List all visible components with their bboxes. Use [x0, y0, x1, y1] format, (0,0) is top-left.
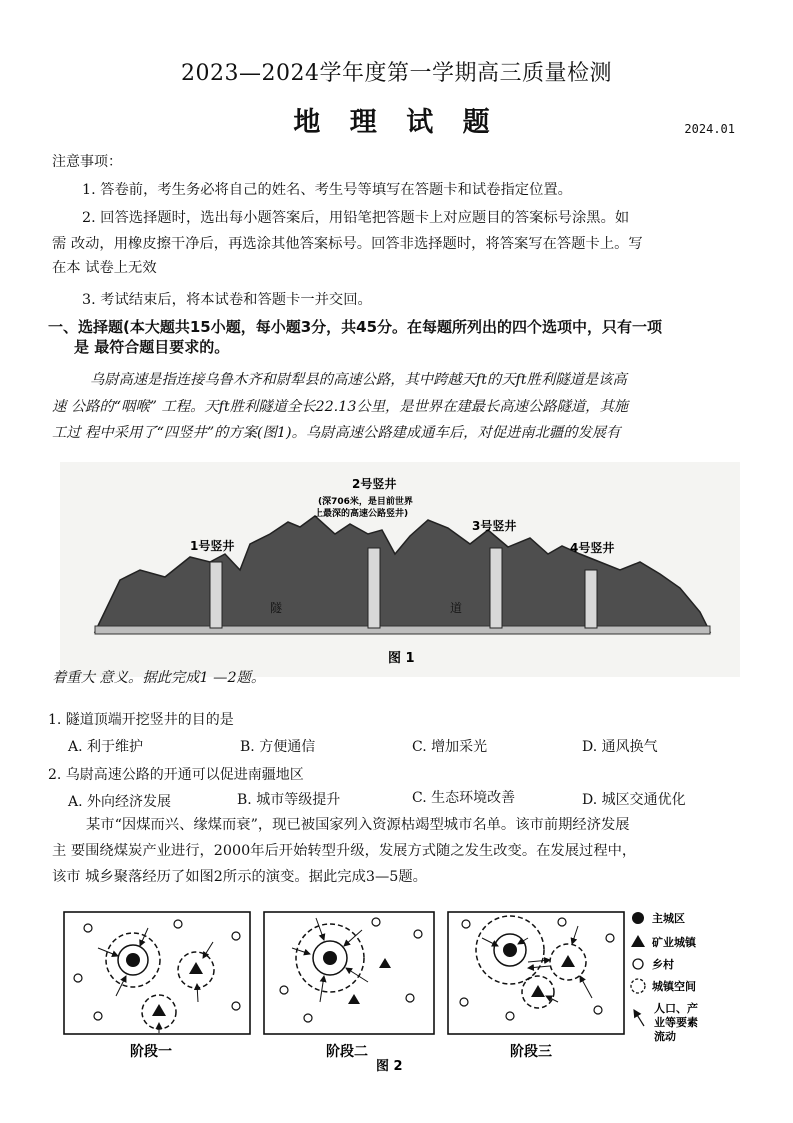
question-2-option-d: D. 城区交通优化 [582, 792, 686, 808]
shaft-1 [210, 562, 222, 628]
legend-main-city-icon [632, 912, 644, 924]
legend-main-city: 主城区 [652, 912, 685, 925]
main-city-icon [126, 953, 140, 967]
exam-date: 2024.01 [684, 122, 735, 136]
question-2-option-a: A. 外向经济发展 [68, 794, 172, 810]
subject-title: 地 理 试 题 [293, 107, 500, 138]
question-1-option-c: C. 增加采光 [412, 739, 488, 755]
notice-item-2-line-2: 需 改动，用橡皮擦干净后，再选涂其他答案标号。回答非选择题时，将答案写在答题卡上。写 [52, 236, 643, 252]
shaft-3-label: 3号竖井 [472, 519, 517, 533]
tunnel-char-2: 道 [450, 601, 463, 615]
stage-1-panel [64, 912, 250, 1060]
passage-2-line-2: 主 要围绕煤炭产业进行，2000年后开始转型升级，发展方式随之发生改变。在发展过程中， [52, 843, 637, 859]
question-1-stem: 1. 隧道顶端开挖竖井的目的是 [48, 712, 234, 728]
legend-village: 乡村 [652, 958, 674, 971]
figure-2-legend [631, 911, 698, 1043]
notice-item-3: 3. 考试结束后，将本试卷和答题卡一并交回。 [82, 292, 372, 308]
tunnel-char-1: 隧 [270, 601, 283, 615]
question-1-option-d: D. 通风换气 [582, 739, 658, 755]
figure-1-caption: 图 1 [388, 651, 415, 666]
shaft-2-note-2: 上最深的高速公路竖井) [314, 509, 409, 519]
legend-flow-line-2: 业等要素 [654, 1016, 698, 1029]
shaft-1-label: 1号竖井 [190, 539, 235, 553]
figure-2-settlement-evolution [58, 898, 730, 1078]
legend-flow-line-1: 人口、产 [654, 1002, 698, 1015]
shaft-2-label: 2号竖井 [352, 477, 397, 491]
shaft-4 [585, 570, 597, 628]
shaft-3 [490, 548, 502, 628]
passage-1-line-4: 着重大 意义。据此完成1 —2题。 [52, 670, 266, 686]
legend-flow-arrow-icon [634, 1010, 644, 1026]
question-2-option-b: B. 城市等级提升 [237, 792, 341, 808]
shaft-2 [368, 548, 380, 628]
stage-2-label: 阶段二 [326, 1044, 368, 1060]
question-1-option-b: B. 方便通信 [240, 739, 316, 755]
notice-item-1: 1. 答卷前，考生务必将自己的姓名、考生号等填写在答题卡和试卷指定位置。 [82, 182, 572, 198]
stage-2-panel [264, 912, 434, 1060]
shaft-2-note-1: (深706米，是目前世界 [318, 497, 413, 507]
passage-1-line-2: 速 公路的“咽喉” 工程。天ft胜利隧道全长22.13公里，是世界在建最长高速公路隧道，其施 [52, 399, 629, 415]
figure-2-caption: 图 2 [376, 1059, 403, 1074]
stage-3-panel [448, 912, 624, 1060]
question-1-option-a: A. 利于维护 [68, 739, 144, 755]
notice-item-2-line-1: 2. 回答选择题时，选出每小题答案后，用铅笔把答题卡上对应题目的答案标号涂黑。如 [82, 210, 630, 226]
figure-1-tunnel-profile [60, 462, 740, 677]
notice-title: 注意事项： [52, 154, 122, 170]
shaft-4-label: 4号竖井 [570, 541, 615, 555]
stage-3-label: 阶段三 [510, 1044, 552, 1060]
passage-2-line-1: 某市“因煤而兴、缘煤而衰”，现已被国家列入资源枯竭型城市名单。该市前期经济发展 [86, 817, 630, 833]
section-1-heading-line-1: 一、选择题(本大题共15小题，每小题3分，共45分。在每题所列出的四个选项中，只有一项 [48, 318, 663, 336]
question-2-stem: 2. 乌尉高速公路的开通可以促进南疆地区 [48, 767, 304, 783]
legend-urban-space: 城镇空间 [652, 980, 696, 993]
tunnel-bar [95, 626, 710, 634]
question-2-option-c: C. 生态环境改善 [412, 790, 516, 806]
legend-mining-town: 矿业城镇 [652, 936, 696, 949]
legend-flow-line-3: 流动 [654, 1030, 676, 1043]
section-1-heading-line-2: 是 最符合题目要求的。 [74, 338, 230, 356]
legend-urban-space-icon [631, 979, 645, 993]
passage-1-line-3: 工过 程中采用了“四竖井”的方案(图1)。乌尉高速公路建成通车后，对促进南北疆的发展有 [52, 425, 621, 441]
legend-mining-town-icon [631, 935, 645, 947]
passage-1-line-1: 乌尉高速是指连接乌鲁木齐和尉犁县的高速公路，其中跨越天ft的天ft胜利隧道是该高 [90, 372, 627, 388]
passage-2-line-3: 该市 城乡聚落经历了如图2所示的演变。据此完成3—5题。 [52, 869, 427, 885]
exam-title: 2023—2024学年度第一学期高三质量检测 [181, 61, 612, 86]
stage-1-label: 阶段一 [130, 1044, 172, 1060]
legend-village-icon [633, 959, 643, 969]
notice-item-2-line-3: 在本 试卷上无效 [52, 260, 157, 276]
